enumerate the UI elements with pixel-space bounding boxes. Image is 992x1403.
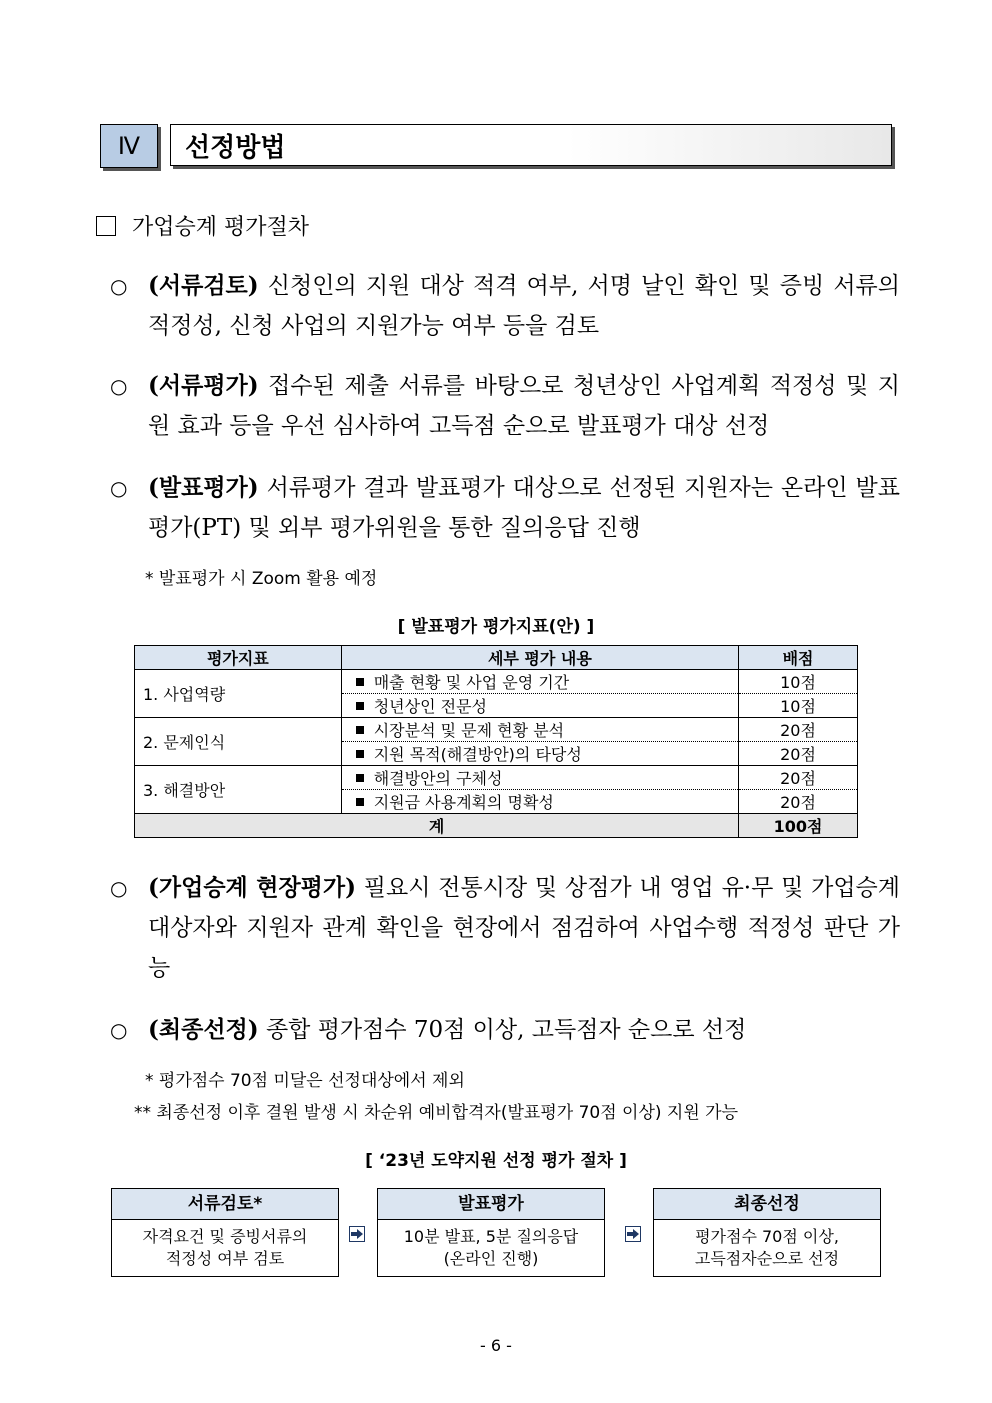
table-total-score: 100점 [739, 814, 858, 838]
item-text: 신청인의 지원 대상 적격 여부, 서명 날인 확인 및 증빙 서류의 적정성, 신청 사업의 지원가능 여부 등을 검토 [148, 273, 900, 339]
table-total-row [135, 814, 858, 838]
process-step [653, 1188, 881, 1277]
process-step-body [112, 1220, 338, 1276]
note-cutoff: * 평가점수 70점 미달은 선정대상에서 제외 [145, 1071, 465, 1091]
square-bullet-icon [356, 774, 364, 782]
table-detail [341, 718, 738, 742]
note-zoom: * 발표평가 시 Zoom 활용 예정 [145, 569, 378, 589]
table-score: 10점 [739, 694, 858, 718]
circle-bullet-icon: ○ [110, 876, 128, 900]
table-detail [341, 670, 738, 694]
item-text: 접수된 제출 서류를 바탕으로 청년상인 사업계획 적정성 및 지원 효과 등을 우선 심사하여 고득점 순으로 발표평가 대상 선정 [148, 373, 900, 439]
detail-text: 지원금 사용계획의 명확성 [373, 793, 554, 812]
table-score: 20점 [739, 790, 858, 814]
table-row [135, 670, 858, 694]
detail-text: 시장분석 및 문제 현황 분석 [373, 721, 565, 740]
table-detail [341, 790, 738, 814]
process-step-line: 평가점수 70점 이상, [695, 1227, 839, 1246]
item-text: 종합 평가점수 70점 이상, 고득점자 순으로 선정 [258, 1017, 747, 1043]
detail-text: 청년상인 전문성 [373, 697, 487, 716]
checkbox-square-icon [96, 216, 116, 236]
list-item [110, 1010, 900, 1050]
list-item [110, 266, 900, 346]
table-caption: [ 발표평가 평가지표(안) ] [397, 617, 595, 637]
table-score: 10점 [739, 670, 858, 694]
table-row [135, 766, 858, 790]
section-number: Ⅳ [100, 124, 158, 168]
process-caption: [ ‘23년 도약지원 선정 평가 절차 ] [365, 1151, 627, 1171]
detail-text: 매출 현황 및 사업 운영 기간 [373, 673, 570, 692]
table-header-row [135, 646, 858, 670]
list-item [110, 468, 900, 548]
item-label: (서류평가) [148, 372, 259, 399]
list-item [110, 868, 900, 988]
arrow-right-icon [625, 1226, 641, 1242]
table-score: 20점 [739, 766, 858, 790]
table-detail [341, 766, 738, 790]
circle-bullet-icon: ○ [110, 476, 128, 500]
process-step-title: 발표평가 [378, 1189, 604, 1220]
table-total-label: 계 [135, 814, 739, 838]
table-header: 평가지표 [135, 646, 342, 670]
square-bullet-icon [356, 678, 364, 686]
page-number: - 6 - [480, 1336, 512, 1355]
table-detail [341, 742, 738, 766]
item-label: (서류검토) [148, 272, 259, 299]
section-title [170, 124, 892, 166]
process-step-line: 10분 발표, 5분 질의응답 [403, 1227, 579, 1246]
section-title-text: 선정방법 [185, 132, 286, 163]
item-label: (발표평가) [148, 474, 259, 501]
square-bullet-icon [356, 726, 364, 734]
table-header: 세부 평가 내용 [341, 646, 738, 670]
table-category: 1. 사업역량 [135, 670, 342, 718]
subheading-text: 가업승계 평가절차 [132, 215, 310, 240]
process-step-title: 최종선정 [654, 1189, 880, 1220]
table-category: 3. 해결방안 [135, 766, 342, 814]
item-label: (최종선정) [148, 1016, 259, 1043]
table-category: 2. 문제인식 [135, 718, 342, 766]
detail-text: 지원 목적(해결방안)의 타당성 [373, 745, 582, 764]
item-text: 서류평가 결과 발표평가 대상으로 선정된 지원자는 온라인 발표평가(PT) 및 외부 평가위원을 통한 질의응답 진행 [148, 475, 900, 541]
table-detail [341, 694, 738, 718]
list-item [110, 366, 900, 446]
process-step [111, 1188, 339, 1277]
process-step-line: 적정성 여부 검토 [165, 1249, 285, 1268]
circle-bullet-icon: ○ [110, 274, 128, 298]
process-step-body [654, 1220, 880, 1276]
table-score: 20점 [739, 742, 858, 766]
process-step-line: 고득점자순으로 선정 [694, 1249, 840, 1268]
circle-bullet-icon: ○ [110, 1018, 128, 1042]
table-header: 배점 [739, 646, 858, 670]
square-bullet-icon [356, 798, 364, 806]
process-step-line: (온라인 진행) [443, 1249, 539, 1268]
square-bullet-icon [356, 750, 364, 758]
note-waitlist: ** 최종선정 이후 결원 발생 시 차순위 예비합격자(발표평가 70점 이상) 지원 가능 [134, 1103, 738, 1123]
evaluation-table [134, 645, 858, 838]
process-step-body [378, 1220, 604, 1276]
process-step-line: 자격요건 및 증빙서류의 [142, 1227, 308, 1246]
circle-bullet-icon: ○ [110, 374, 128, 398]
process-step [377, 1188, 605, 1277]
detail-text: 해결방안의 구체성 [373, 769, 503, 788]
subheading [96, 210, 309, 241]
table-score: 20점 [739, 718, 858, 742]
item-label: (가업승계 현장평가) [148, 874, 356, 901]
process-step-title: 서류검토* [112, 1189, 338, 1220]
item-text: 필요시 전통시장 및 상점가 내 영업 유·무 및 가업승계 대상자와 지원자 관계 확인을 현장에서 점검하여 사업수행 적정성 판단 가능 [148, 875, 900, 981]
arrow-right-icon [349, 1226, 365, 1242]
square-bullet-icon [356, 702, 364, 710]
table-row [135, 718, 858, 742]
